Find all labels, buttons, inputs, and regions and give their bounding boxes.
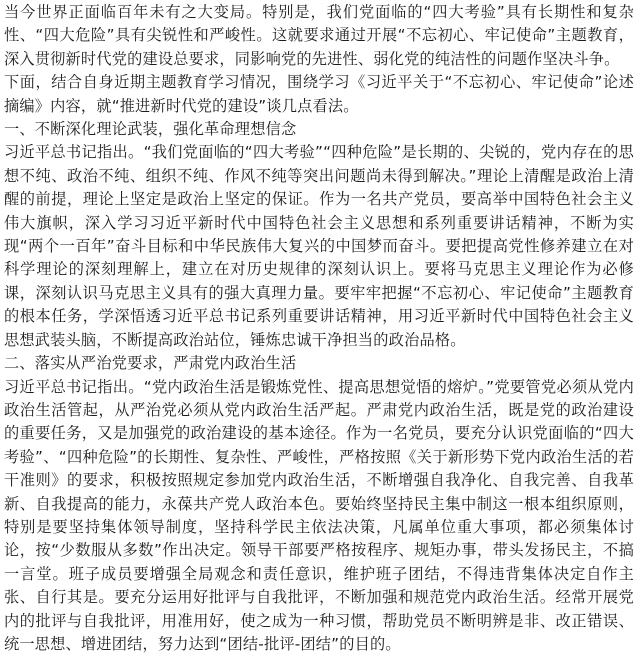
paragraph-intro: 当今世界正面临百年未有之大变局。特别是，我们党面临的“四大考验”具有长期性和复杂性、“四大危险”具有尖锐性和严峻性。这就要求通过开展“不忘初心、牢记使命”主题教育，深入贯彻新时代党的建设总要求，同影响党的先进性、弱化党的纯洁性的问题作坚决斗争。 xyxy=(4,1,634,71)
paragraph-section-2: 习近平总书记指出。“党内政治生活是锻炼党性、提高思想觉悟的熔炉。”党要管党必须从党内政治生活管起，从严治党必须从党内政治生活严起。严肃党内政治生活，既是党的政治建设的重要任务，又是加强党的政治建设的基本途径。作为一名党员，要充分认识党面临的“四大考验”、“四种危险”的长期性、复杂性、严峻性，严格按照《关于新形势下党内政治生活的若干准则》的要求，积极按照规定参加党内政治生活，不断增强自我净化、自我完善、自我革新、自我提高的能力，永葆共产党人政治本色。要始终坚持民主集中制这一根本组织原则，特别是要坚持集体领导制度，坚持科学民主依法决策，凡属单位重大事项，都必须集体讨论，按“少数服从多数”作出决定。领导干部要严格按程序、规矩办事，带头发扬民主，不搞一言堂。班子成员要增强全局观念和责任意识，维护班子团结，不得违背集体决定自作主张、自行其是。要充分运用好批评与自我批评，不断加强和规范党内政治生活。经常开展党内的批评与自我批评，用准用好，使之成为一种习惯，帮助党员不断明辨是非、改正错误、统一思想、增进团结，努力达到“团结-批评-团结”的目的。 xyxy=(4,376,634,656)
section-heading-1: 一、不断深化理论武装，强化革命理想信念 xyxy=(4,118,634,141)
paragraph-outline: 下面，结合自身近期主题教育学习情况，围绕学习《习近平关于“不忘初心、牢记使命”论述摘编》内容，就“推进新时代党的建设”谈几点看法。 xyxy=(4,71,634,118)
section-heading-2: 二、落实从严治党要求，严肃党内政治生活 xyxy=(4,352,634,375)
paragraph-section-1: 习近平总书记指出。“我们党面临的“四大考验”“四种危险”是长期的、尖锐的，党内存在的思想不纯、政治不纯、组织不纯、作风不纯等突出问题尚未得到解决。”理论上清醒是政治上清醒的前提，理论上坚定是政治上坚定的保证。作为一名共产党员，要高举中国特色社会主义伟大旗帜，深入学习习近平新时代中国特色社会主义思想和系列重要讲话精神，不断为实现“两个一百年”奋斗目标和中华民族伟大复兴的中国梦而奋斗。要把提高党性修养建立在对科学理论的深刻理解上，建立在对历史规律的深刻认识上。要将马克思主义理论作为必修课，深刻认识马克思主义具有的强大真理力量。要牢牢把握“不忘初心、牢记使命”主题教育的根本任务，学深悟透习近平总书记系列重要讲话精神，用习近平新时代中国特色社会主义思想武装头脑，不断提高政治站位，锤炼忠诚干净担当的政治品格。 xyxy=(4,141,634,352)
document-body xyxy=(4,1,634,656)
